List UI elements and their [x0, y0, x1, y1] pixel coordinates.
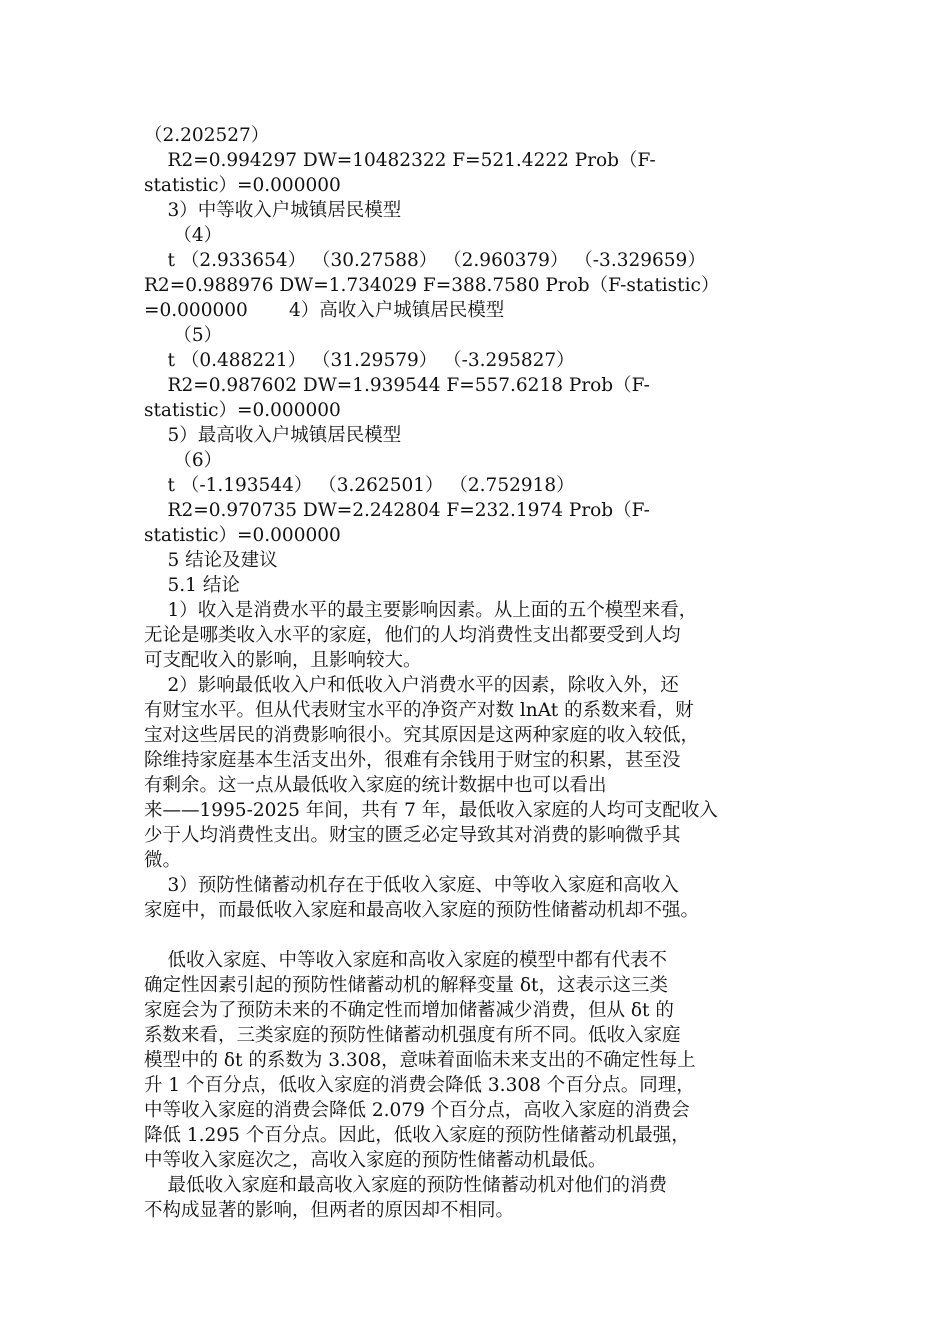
paragraph-line: 家庭中，而最低收入家庭和最高收入家庭的预防性储蓄动机却不强。: [144, 900, 700, 921]
blank-line: [144, 923, 816, 948]
paragraph-line: 有财宝水平。但从代表财宝水平的净资产对数 lnAt 的系数来看，财: [144, 700, 694, 721]
paragraph-line: 微。: [144, 850, 182, 871]
paragraph-line: 中等收入家庭次之，高收入家庭的预防性储蓄动机最低。: [144, 1150, 607, 1171]
t-statistics-line: t （0.488221） （31.29579） （-3.295827）: [144, 350, 575, 371]
text-line: R2=0.988976 DW=1.734029 F=388.7580 Prob（F-statistic）: [144, 275, 720, 296]
t-statistics-line: t （2.933654） （30.27588） （2.960379） （-3.329659）: [144, 250, 706, 271]
paragraph-line: 中等收入家庭的消费会降低 2.079 个百分点，高收入家庭的消费会: [144, 1100, 690, 1121]
paragraph-line: 系数来看，三类家庭的预防性储蓄动机强度有所不同。低收入家庭: [144, 1025, 681, 1046]
text-line: statistic）=0.000000: [144, 400, 341, 421]
paragraph-line: 家庭会为了预防未来的不确定性而增加储蓄减少消费，但从 δt 的: [144, 1000, 674, 1021]
text-line: statistic）=0.000000: [144, 525, 341, 546]
paragraph-line: 2）影响最低收入户和低收入户消费水平的因素，除收入外，还: [144, 675, 679, 696]
paragraph-line: 有剩余。这一点从最低收入家庭的统计数据中也可以看出: [144, 775, 607, 796]
paragraph-line: 无论是哪类收入水平的家庭，他们的人均消费性支出都要受到人均: [144, 625, 681, 646]
paragraph-line: 确定性因素引起的预防性储蓄动机的解释变量 δt，这表示这三类: [144, 975, 668, 996]
text-line: =0.000000 4）高收入户城镇居民模型: [144, 300, 505, 321]
paragraph-line: 低收入家庭、中等收入家庭和高收入家庭的模型中都有代表不: [144, 950, 668, 971]
paragraph-line: 不构成显著的影响，但两者的原因却不相同。: [144, 1200, 515, 1221]
paragraph-line: 来——1995-2025 年间，共有 7 年，最低收入家庭的人均可支配收入: [144, 800, 718, 821]
section-heading: 3）中等收入户城镇居民模型: [144, 200, 402, 221]
equation-number: （4）: [144, 225, 223, 246]
paragraph-line: 升 1 个百分点，低收入家庭的消费会降低 3.308 个百分点。同理，: [144, 1075, 695, 1096]
text-line: R2=0.994297 DW=10482322 F=521.4222 Prob（F-: [144, 150, 656, 171]
paragraph-line: 模型中的 δt 的系数为 3.308，意味着面临未来支出的不确定性每上: [144, 1050, 696, 1071]
subsection-heading: 5.1 结论: [144, 575, 240, 596]
paragraph-line: 3）预防性储蓄动机存在于低收入家庭、中等收入家庭和高收入: [144, 875, 679, 896]
document-body: [144, 123, 816, 1223]
paragraph-line: 可支配收入的影响，且影响较大。: [144, 650, 422, 671]
equation-number: （6）: [144, 450, 223, 471]
text-line: （2.202527）: [144, 125, 270, 146]
text-line: R2=0.987602 DW=1.939544 F=557.6218 Prob（F-: [144, 375, 650, 396]
equation-number: （5）: [144, 325, 223, 346]
paragraph-line: 除维持家庭基本生活支出外，很难有余钱用于财宝的积累，甚至没: [144, 750, 681, 771]
text-line: statistic）=0.000000: [144, 175, 341, 196]
t-statistics-line: t （-1.193544） （3.262501） （2.752918）: [144, 475, 575, 496]
section-heading: 5）最高收入户城镇居民模型: [144, 425, 402, 446]
text-line: R2=0.970735 DW=2.242804 F=232.1974 Prob（F-: [144, 500, 650, 521]
paragraph-line: 1）收入是消费水平的最主要影响因素。从上面的五个模型来看，: [144, 600, 698, 621]
paragraph-line: 最低收入家庭和最高收入家庭的预防性储蓄动机对他们的消费: [144, 1175, 668, 1196]
paragraph-line: 宝对这些居民的消费影响很小。究其原因是这两种家庭的收入较低，: [144, 725, 700, 746]
paragraph-line: 降低 1.295 个百分点。因此，低收入家庭的预防性储蓄动机最强，: [144, 1125, 690, 1146]
chapter-heading: 5 结论及建议: [144, 550, 278, 571]
paragraph-line: 少于人均消费性支出。财宝的匮乏必定导致其对消费的影响微乎其: [144, 825, 681, 846]
